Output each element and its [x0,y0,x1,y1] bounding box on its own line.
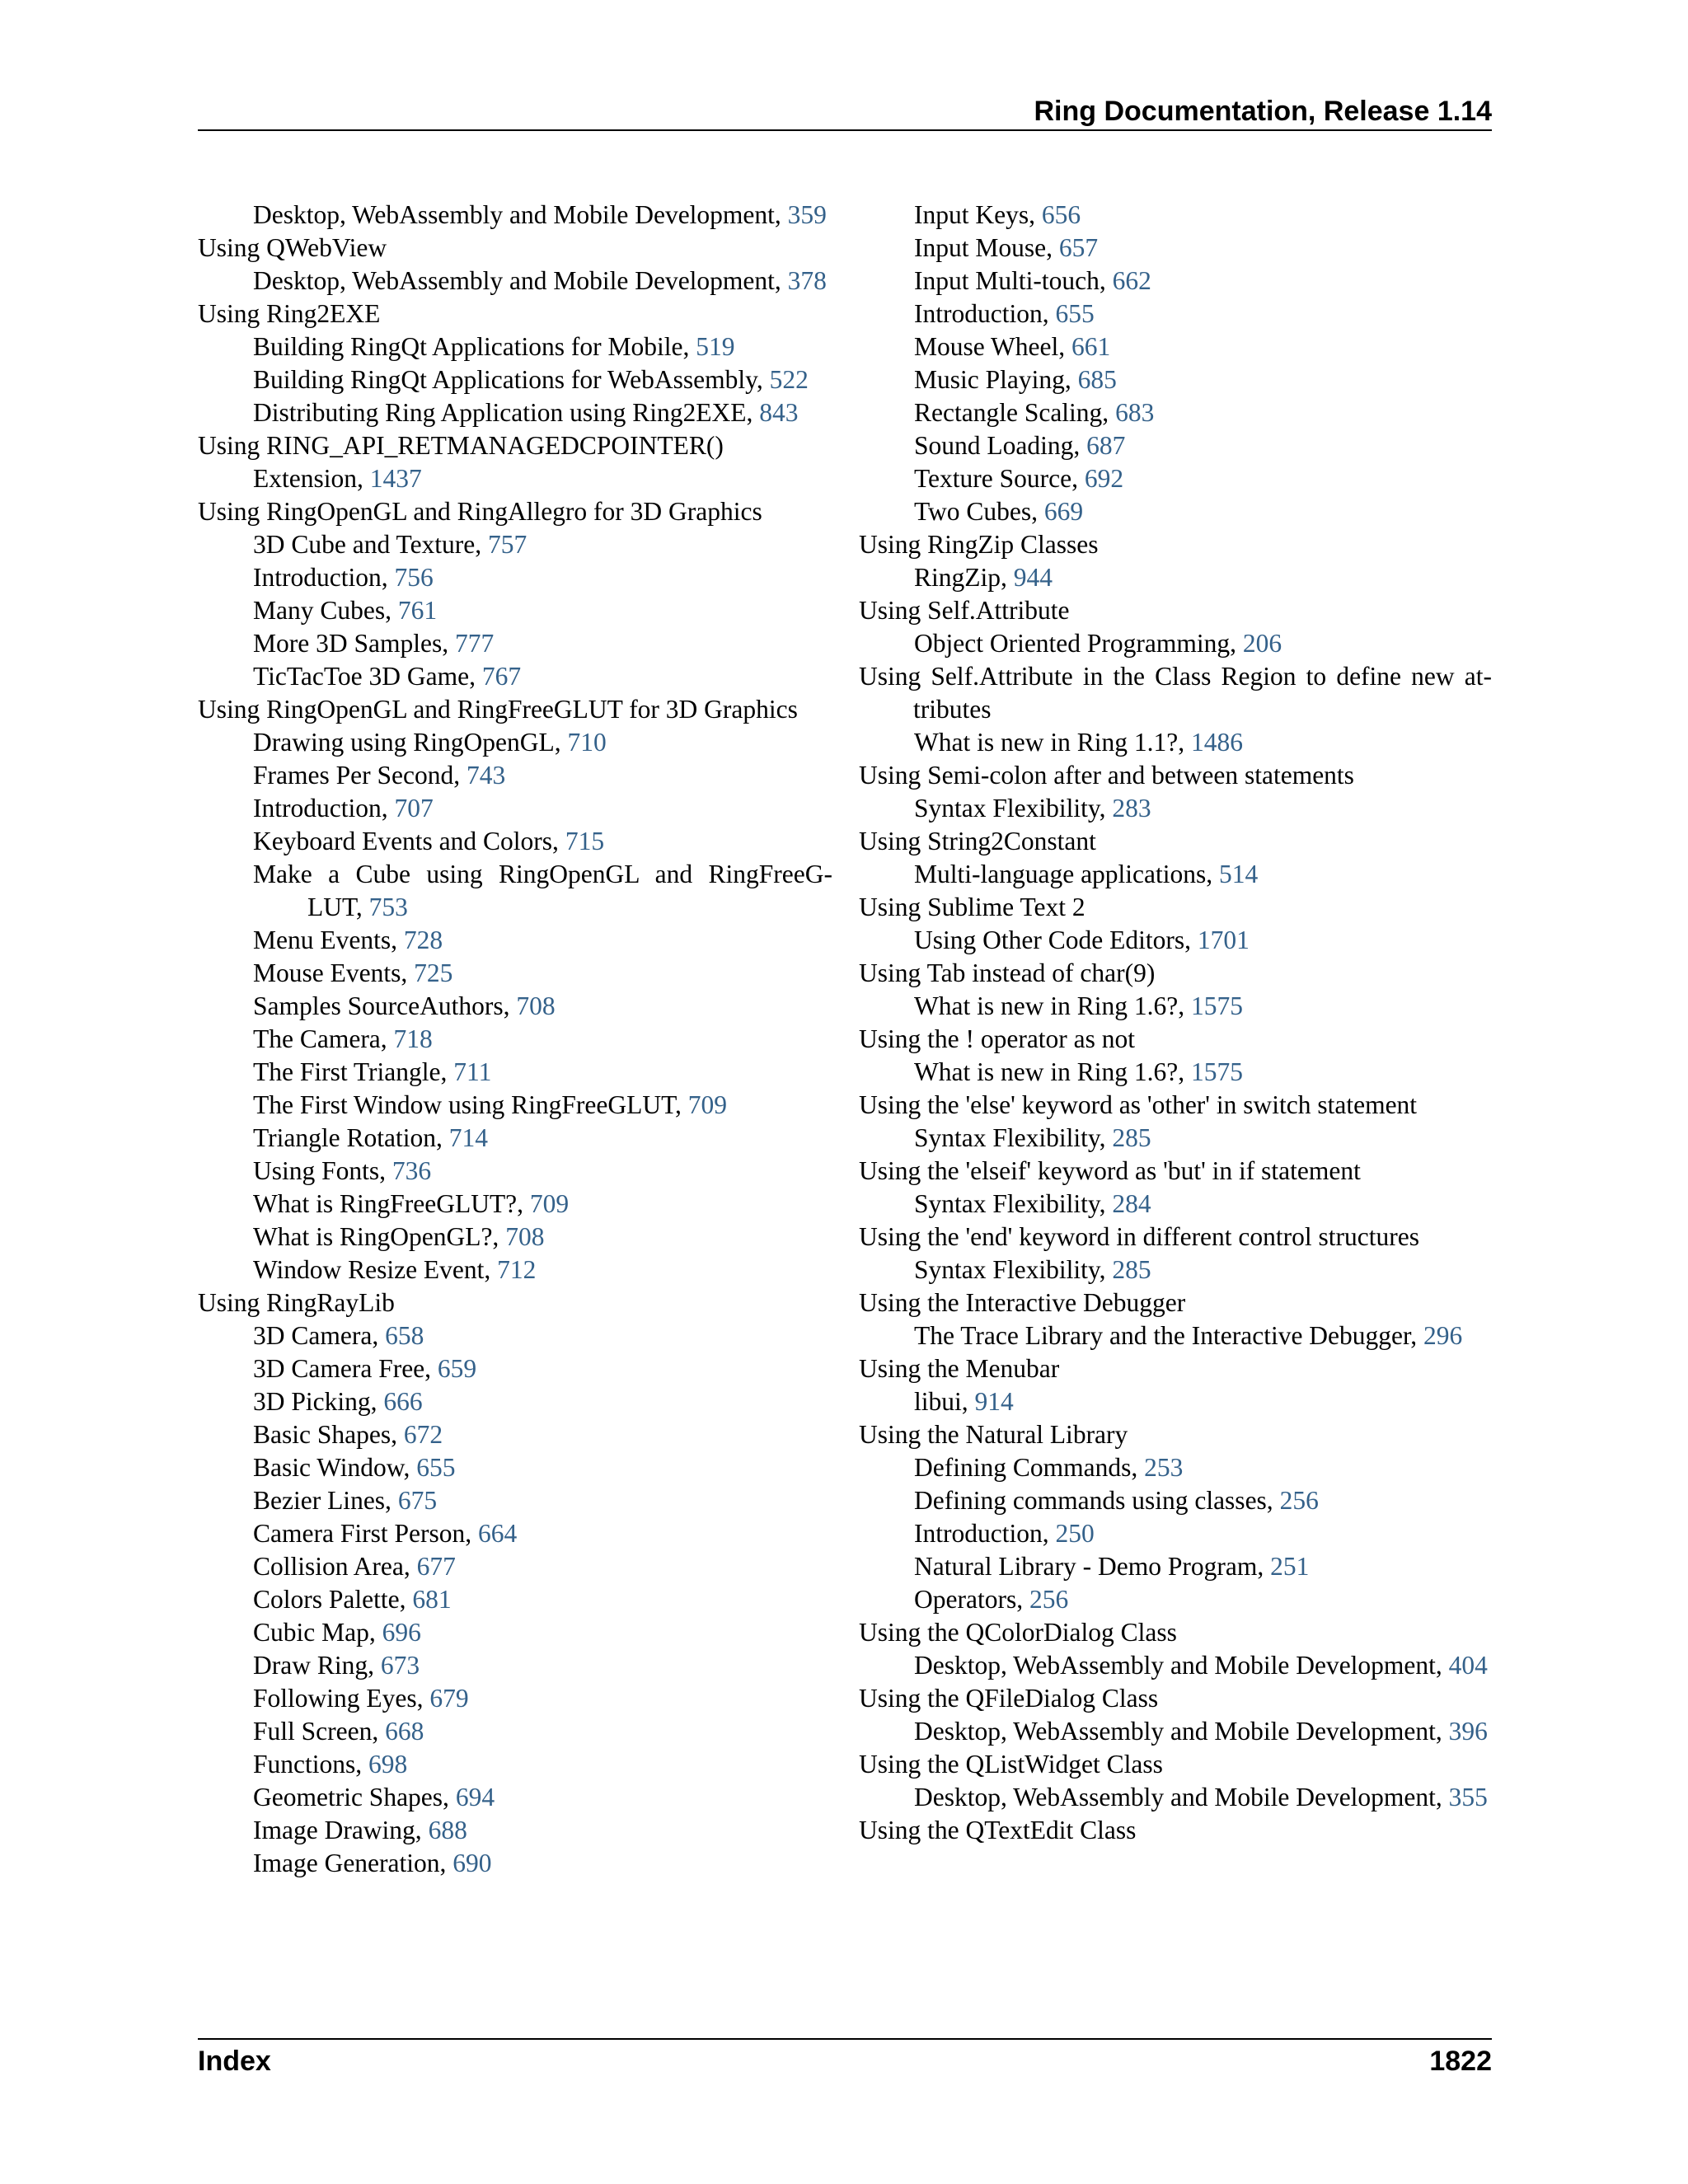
index-subentry [198,1715,832,1748]
page-link[interactable]: 708 [516,991,556,1020]
page-link[interactable]: 688 [428,1816,467,1844]
index-subentry [859,462,1492,495]
page-link[interactable]: 709 [687,1090,728,1119]
entry-label: 3D Picking, [253,1387,377,1416]
page-link[interactable]: 1486 [1190,728,1243,757]
page-link[interactable]: 756 [394,563,434,592]
index-subentry [198,528,832,561]
entry-label: Functions, [253,1750,363,1779]
page-link[interactable]: 668 [385,1717,424,1746]
page-link[interactable]: 711 [453,1057,492,1086]
entry-label: Basic Shapes, [253,1420,397,1449]
entry-label: Syntax Flexibility, [914,1189,1106,1218]
index-subentry [859,1649,1492,1682]
index-subentry [859,330,1492,363]
page-link[interactable]: 1701 [1197,926,1250,954]
index-subentry [198,990,832,1023]
entry-label: Triangle Rotation, [253,1123,443,1152]
index-subentry [198,1155,832,1188]
page-link[interactable]: 690 [452,1849,492,1877]
index-term [859,957,1492,990]
index-subentry [198,1814,832,1847]
index-subentry [859,1188,1492,1221]
index-term [859,1155,1492,1188]
index-subentry [198,462,832,495]
entry-label: Samples SourceAuthors, [253,991,510,1020]
entry-label: Using RingRayLib [198,1288,395,1317]
entry-label: Image Drawing, [253,1816,422,1844]
index-subentry [198,1616,832,1649]
entry-label: TicTacToe 3D Game, [253,662,476,691]
index-subentry [198,1517,832,1550]
page-link[interactable]: 675 [397,1486,438,1515]
page-link[interactable]: 666 [383,1387,423,1416]
index-subentry [198,627,832,660]
page-link[interactable]: 679 [429,1684,469,1713]
entry-label: Natural Library - Demo Program, [914,1552,1264,1581]
entry-label: The First Window using RingFreeGLUT, [253,1090,682,1119]
index-term [859,1089,1492,1122]
page-link[interactable]: 672 [403,1420,443,1449]
page-link[interactable]: 696 [382,1618,421,1647]
page-link[interactable]: 283 [1112,794,1151,823]
entry-label: Bezier Lines, [253,1486,392,1515]
index-subentry [859,792,1492,825]
index-term [198,429,832,462]
page-link[interactable]: 743 [466,761,506,790]
index-subentry [198,363,832,396]
page-link[interactable]: 753 [368,893,408,921]
running-header: Ring Documentation, Release 1.14 [1034,96,1492,127]
entry-label: Using Fonts, [253,1156,387,1185]
page-link[interactable]: 657 [1058,233,1099,262]
index-subentry [198,660,832,693]
entry-label: Menu Events, [253,926,397,954]
index-subentry [198,1847,832,1880]
entry-label: Using Ring2EXE [198,299,381,328]
index-subentry [859,1254,1492,1286]
entry-label: Input Keys, [914,200,1035,229]
page-link[interactable]: 251 [1270,1552,1310,1581]
page-link[interactable]: 709 [529,1189,570,1218]
entry-label: Introduction, [253,563,388,592]
index-subentry [859,1451,1492,1484]
page-link[interactable]: 661 [1071,332,1111,361]
page-link[interactable]: 285 [1112,1255,1151,1284]
entry-label: Many Cubes, [253,596,392,625]
index-subentry [198,759,832,792]
entry-label: Using Self.Attribute [859,596,1070,625]
index-subentry [859,429,1492,462]
page-link[interactable]: 712 [497,1255,537,1284]
index-subentry [859,363,1492,396]
entry-label: Distributing Ring Application using Ring2EXE, [253,398,753,427]
index-term [859,1418,1492,1451]
entry-label: What is new in Ring 1.6?, [914,991,1185,1020]
entry-label: Using the Interactive Debugger [859,1288,1186,1317]
index-subentry [198,1385,832,1418]
page-link[interactable]: 1437 [369,464,422,493]
entry-label: Introduction, [914,299,1049,328]
entry-label: Syntax Flexibility, [914,1255,1106,1284]
index-subentry [198,858,832,924]
entry-label: Using QWebView [198,233,387,262]
index-term [198,693,832,726]
page-link[interactable]: 694 [455,1783,495,1811]
entry-label: Drawing using RingOpenGL, [253,728,561,757]
index-term [198,232,832,265]
entry-label: Building RingQt Applications for Mobile, [253,332,690,361]
page-link[interactable]: 708 [505,1222,545,1251]
index-subentry [198,1089,832,1122]
page-link[interactable]: 757 [488,530,528,559]
index-subentry [859,1583,1492,1616]
page-link[interactable]: 256 [1029,1585,1069,1614]
entry-label: Window Resize Event, [253,1255,491,1284]
entry-label: Rectangle Scaling, [914,398,1109,427]
index-subentry [859,1319,1492,1352]
index-term [859,1748,1492,1781]
index-subentry [859,1484,1492,1517]
page-link[interactable]: 736 [392,1156,432,1185]
entry-label: Desktop, WebAssembly and Mobile Development, [253,200,781,229]
entry-label: Collision Area, [253,1552,410,1581]
entry-label: Mouse Events, [253,958,408,987]
index-subentry [198,1748,832,1781]
entry-label: Using the QColorDialog Class [859,1618,1177,1647]
header-rule [198,129,1492,131]
entry-label: Desktop, WebAssembly and Mobile Development, [914,1651,1442,1680]
index-subentry [198,1056,832,1089]
page-link[interactable]: 673 [380,1651,420,1680]
entry-label: Desktop, WebAssembly and Mobile Development, [914,1783,1442,1811]
entry-label: Using String2Constant [859,827,1096,855]
index-subentry [859,199,1492,232]
index-subentry [198,1221,832,1254]
page-link[interactable]: 378 [787,266,827,295]
page-link[interactable]: 767 [481,662,522,691]
index-subentry [859,1781,1492,1814]
index-term [859,660,1492,726]
index-subentry [859,396,1492,429]
index-subentry [859,232,1492,265]
page-link[interactable]: 718 [393,1024,433,1053]
page-link[interactable]: 285 [1112,1123,1151,1152]
index-subentry [198,1484,832,1517]
entry-label: Desktop, WebAssembly and Mobile Development, [914,1717,1442,1746]
entry-label: Using RingOpenGL and RingFreeGLUT for 3D Graphics [198,695,798,724]
index-subentry [198,1254,832,1286]
page-link[interactable]: 710 [567,728,607,757]
entry-label: RingZip, [914,563,1007,592]
index-subentry [198,561,832,594]
index-subentry [198,1682,832,1715]
page-link[interactable]: 296 [1423,1321,1463,1350]
index-subentry [198,1352,832,1385]
index-subentry [859,990,1492,1023]
page-link[interactable]: 1575 [1190,991,1243,1020]
page-link[interactable]: 404 [1448,1651,1488,1680]
entry-label: Object Oriented Programming, [914,629,1237,658]
index-subentry [859,561,1492,594]
index-subentry [859,1715,1492,1748]
page-link[interactable]: 658 [385,1321,424,1350]
page-link[interactable]: 355 [1448,1783,1488,1811]
entry-label: Using Other Code Editors, [914,926,1191,954]
index-subentry [859,1517,1492,1550]
index-subentry [198,1418,832,1451]
entry-label: Camera First Person, [253,1519,472,1548]
entry-label: Colors Palette, [253,1585,406,1614]
index-subentry [198,330,832,363]
entry-label: Syntax Flexibility, [914,1123,1106,1152]
page-link[interactable]: 725 [414,958,453,987]
page-link[interactable]: 359 [787,200,827,229]
entry-label: 3D Camera Free, [253,1354,432,1383]
index-subentry [198,825,832,858]
page-number: 1822 [1429,2046,1492,2077]
index-subentry [198,1319,832,1352]
page-link[interactable]: 707 [394,794,434,823]
entry-label: Using RingOpenGL and RingAllegro for 3D Graphics [198,497,762,526]
page-link[interactable]: 777 [454,629,495,658]
entry-label: libui, [914,1387,968,1416]
index-subentry [198,396,832,429]
index-term [859,1286,1492,1319]
index-term [198,1286,832,1319]
page-link[interactable]: 250 [1055,1519,1095,1548]
footer-rule [198,2038,1492,2040]
entry-label: Geometric Shapes, [253,1783,449,1811]
index-term [859,759,1492,792]
page-link[interactable]: 519 [696,332,735,361]
entry-label: Image Generation, [253,1849,447,1877]
page-link[interactable]: 655 [416,1453,456,1482]
page-link[interactable]: 685 [1077,365,1117,394]
index-subentry [198,726,832,759]
entry-label: Input Multi-touch, [914,266,1106,295]
index-subentry [859,1056,1492,1089]
entry-label: Draw Ring, [253,1651,374,1680]
entry-label: What is new in Ring 1.6?, [914,1057,1185,1086]
index-subentry [198,957,832,990]
index-subentry [859,495,1492,528]
index-column-left [198,199,832,1880]
page-link[interactable]: 1575 [1190,1057,1243,1086]
entry-label: The Trace Library and the Interactive Debugger, [914,1321,1418,1350]
index-subentry [198,594,832,627]
entry-label: Using RING_API_RETMANAGEDCPOINTER() [198,431,724,460]
index-subentry [859,924,1492,957]
index-term [859,594,1492,627]
entry-label: Basic Window, [253,1453,410,1482]
entry-label: Make a Cube using RingOpenGL and RingFreeG- LUT, [253,860,832,921]
entry-label: What is new in Ring 1.1?, [914,728,1185,757]
index-subentry [198,265,832,298]
entry-label: What is RingOpenGL?, [253,1222,499,1251]
entry-label: Using the QTextEdit Class [859,1816,1137,1844]
index-term [859,1682,1492,1715]
page-link[interactable]: 761 [397,596,438,625]
page-link[interactable]: 256 [1279,1486,1319,1515]
index-subentry [198,1451,832,1484]
entry-label: 3D Cube and Texture, [253,530,482,559]
index-term [198,495,832,528]
index-term [859,891,1492,924]
index-subentry [198,1023,832,1056]
page-link[interactable]: 681 [412,1585,452,1614]
index-subentry [859,298,1492,330]
footer-section: Index [198,2046,271,2077]
entry-label: Operators, [914,1585,1024,1614]
entry-label: Using RingZip Classes [859,530,1099,559]
index-term [859,1814,1492,1847]
index-subentry [198,1188,832,1221]
index-subentry [198,1649,832,1682]
entry-label: Syntax Flexibility, [914,794,1106,823]
entry-label: Using the 'elseif' keyword as 'but' in if statement [859,1156,1361,1185]
page-link[interactable]: 659 [437,1354,477,1383]
entry-label: Frames Per Second, [253,761,461,790]
entry-label: Input Mouse, [914,233,1053,262]
index-subentry [198,792,832,825]
entry-label: Mouse Wheel, [914,332,1066,361]
entry-label: Multi-language applications, [914,860,1213,888]
page-link[interactable]: 664 [477,1519,518,1548]
page-link[interactable]: 522 [769,365,809,394]
page-link[interactable]: 692 [1084,464,1124,493]
index-subentry [198,1583,832,1616]
entry-label: Music Playing, [914,365,1071,394]
page-link[interactable]: 662 [1112,266,1151,295]
entry-label: What is RingFreeGLUT?, [253,1189,524,1218]
page-link[interactable]: 677 [416,1552,456,1581]
entry-label: Introduction, [253,794,388,823]
page-link[interactable]: 698 [368,1750,408,1779]
index-subentry [859,627,1492,660]
page-link[interactable]: 253 [1144,1453,1184,1482]
page-link[interactable]: 669 [1043,497,1084,526]
entry-label: Using the 'else' keyword as 'other' in switch statement [859,1090,1418,1119]
page-link[interactable]: 843 [759,398,799,427]
index-subentry [198,1122,832,1155]
page-link[interactable]: 514 [1219,860,1259,888]
page-link[interactable]: 715 [565,827,605,855]
page-link[interactable]: 914 [974,1387,1014,1416]
entry-label: Cubic Map, [253,1618,376,1647]
entry-label: Using the ! operator as not [859,1024,1136,1053]
index-subentry [198,199,832,232]
page-link[interactable]: 714 [448,1123,488,1152]
index-subentry [859,1385,1492,1418]
index-term [859,1221,1492,1254]
index-subentry [198,924,832,957]
entry-label: The Camera, [253,1024,387,1053]
entry-label: More 3D Samples, [253,629,449,658]
entry-label: The First Triangle, [253,1057,448,1086]
entry-label: Using Semi-colon after and between statements [859,761,1354,790]
index-term [859,1352,1492,1385]
page-link[interactable]: 728 [403,926,443,954]
index-subentry [859,1122,1492,1155]
page-link[interactable]: 396 [1448,1717,1488,1746]
page-link[interactable]: 206 [1242,629,1282,658]
entry-label: Sound Loading, [914,431,1081,460]
entry-label: Desktop, WebAssembly and Mobile Development, [253,266,781,295]
index-subentry [859,265,1492,298]
entry-label: Using the QFileDialog Class [859,1684,1159,1713]
entry-label: Using the Menubar [859,1354,1060,1383]
entry-label: Defining commands using classes, [914,1486,1273,1515]
page-link[interactable]: 687 [1086,431,1126,460]
page-link[interactable]: 655 [1055,299,1095,328]
page-link[interactable]: 944 [1013,563,1053,592]
entry-label: Using Tab instead of char(9) [859,958,1156,987]
page-link[interactable]: 683 [1115,398,1155,427]
index-term [859,1023,1492,1056]
index-subentry [859,726,1492,759]
index-subentry [859,1550,1492,1583]
index-subentry [198,1550,832,1583]
entry-label: 3D Camera, [253,1321,379,1350]
index-subentry [198,1781,832,1814]
entry-label: Using Self.Attribute in the Class Region to define new at- tributes [859,662,1492,724]
entry-label: Full Screen, [253,1717,379,1746]
index-term [859,1616,1492,1649]
entry-label: Defining Commands, [914,1453,1138,1482]
index-column-right [859,199,1492,1847]
entry-label: Introduction, [914,1519,1049,1548]
entry-label: Texture Source, [914,464,1078,493]
entry-label: Keyboard Events and Colors, [253,827,559,855]
entry-label: Using the 'end' keyword in different control structures [859,1222,1419,1251]
page-link[interactable]: 284 [1112,1189,1151,1218]
index-term [859,825,1492,858]
entry-label: Building RingQt Applications for WebAssembly, [253,365,763,394]
entry-label: Using the Natural Library [859,1420,1128,1449]
entry-label: Extension, [253,464,363,493]
index-term [859,528,1492,561]
index-subentry [859,858,1492,891]
index-term [198,298,832,330]
entry-label: Following Eyes, [253,1684,424,1713]
entry-label: Using the QListWidget Class [859,1750,1163,1779]
entry-label: Two Cubes, [914,497,1039,526]
page-link[interactable]: 656 [1041,200,1081,229]
entry-label: Using Sublime Text 2 [859,893,1085,921]
